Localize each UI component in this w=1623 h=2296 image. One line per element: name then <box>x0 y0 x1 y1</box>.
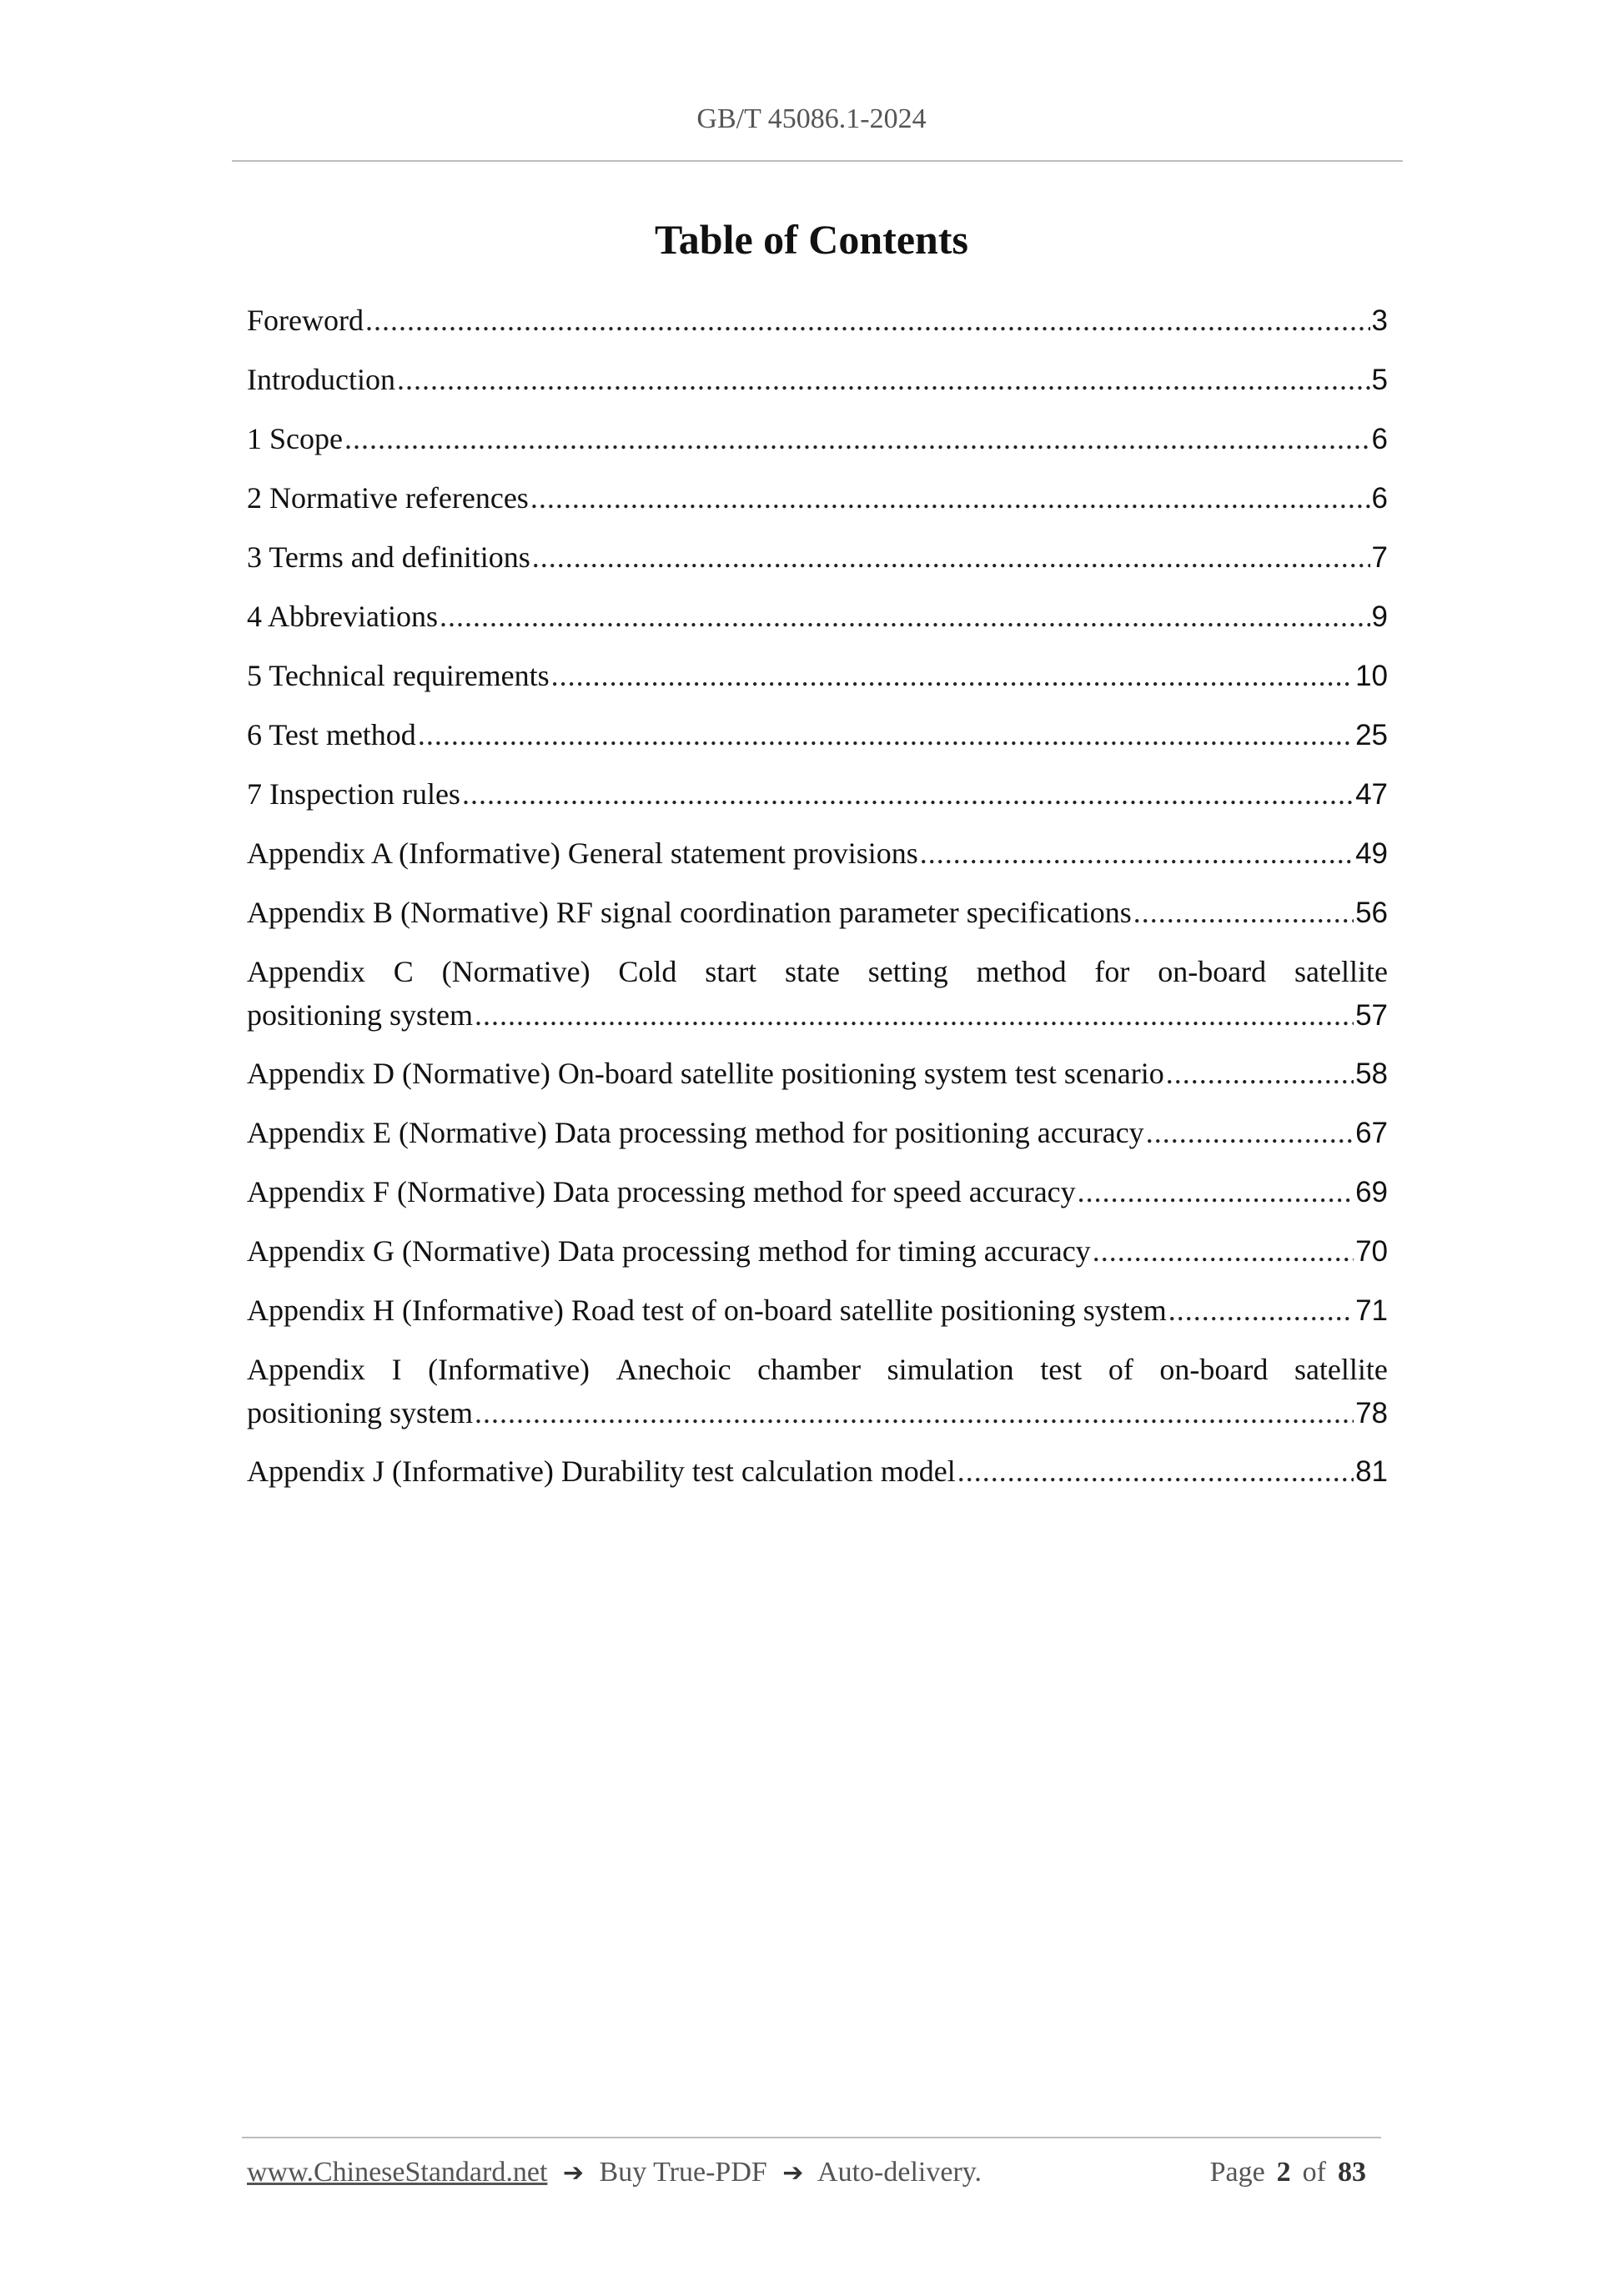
site-link[interactable]: www.ChineseStandard.net <box>247 2157 548 2188</box>
toc-title: Table of Contents <box>655 216 968 263</box>
toc-entry-second-line <box>247 993 1388 1037</box>
toc-entry-page: 49 <box>1355 837 1388 870</box>
toc-entry-word: simulation <box>887 1353 1014 1386</box>
page-footer <box>247 2157 1378 2198</box>
toc-entry-label: 6 Test method <box>247 718 416 751</box>
toc-entry-word: start <box>705 955 757 988</box>
dot-leader <box>475 1391 1354 1434</box>
dot-leader <box>1078 1170 1354 1213</box>
dot-leader <box>532 535 1370 579</box>
page-indicator <box>1210 2157 1378 2188</box>
toc-entry-page: 56 <box>1355 897 1388 929</box>
toc-entry-word: state <box>785 955 840 988</box>
toc-entry-first-line <box>247 950 1388 993</box>
toc-entry[interactable] <box>247 535 1388 595</box>
toc-entry-page: 25 <box>1355 719 1388 751</box>
toc-entry-page: 9 <box>1371 600 1388 633</box>
toc-entry-page: 7 <box>1371 541 1388 574</box>
toc-entry-word: I <box>391 1353 402 1386</box>
page-total: 83 <box>1338 2157 1366 2188</box>
toc-entry[interactable] <box>247 891 1388 950</box>
toc-entry-page: 70 <box>1355 1235 1388 1268</box>
toc-entry[interactable] <box>247 417 1388 476</box>
footer-links <box>247 2157 982 2188</box>
page-current: 2 <box>1276 2157 1291 2188</box>
dot-leader <box>475 993 1354 1037</box>
buy-link[interactable]: Buy True-PDF <box>599 2157 767 2188</box>
toc-entry[interactable] <box>247 772 1388 831</box>
right-arrow-icon: ➔ <box>782 2158 804 2188</box>
toc-entry-label: Introduction <box>247 363 395 396</box>
dot-leader <box>551 654 1354 697</box>
toc-entry-page: 78 <box>1355 1397 1388 1429</box>
right-arrow-icon: ➔ <box>562 2158 585 2188</box>
toc-entry-word: C <box>393 955 414 988</box>
toc-entry-word: Anechoic <box>616 1353 731 1386</box>
toc-entry-label: positioning system <box>247 1396 474 1429</box>
dot-leader <box>1166 1052 1354 1095</box>
of-label: of <box>1302 2157 1326 2188</box>
toc-entry-word: on-board <box>1158 955 1267 988</box>
header-divider <box>232 160 1403 162</box>
toc-entry-label: 1 Scope <box>247 422 343 455</box>
toc-entry-label: 5 Technical requirements <box>247 659 550 692</box>
toc-entry[interactable] <box>247 713 1388 772</box>
dot-leader <box>1146 1111 1354 1154</box>
toc-entry-label: Appendix E (Normative) Data processing method for positioning accuracy <box>247 1116 1144 1149</box>
toc-entry-word: Cold <box>618 955 677 988</box>
toc-entry[interactable] <box>247 358 1388 417</box>
toc-entry-label: Appendix B (Normative) RF signal coordination parameter specifications <box>247 896 1132 929</box>
toc-entry-page: 81 <box>1355 1455 1388 1488</box>
toc-entry-word: chamber <box>757 1353 862 1386</box>
dot-leader <box>1133 891 1354 934</box>
delivery-text: Auto-delivery. <box>817 2157 982 2188</box>
toc-entry-label: 7 Inspection rules <box>247 777 460 811</box>
dot-leader <box>920 831 1354 875</box>
toc-entry-label: Foreword <box>247 304 364 337</box>
toc-entry-word: (Normative) <box>441 955 590 988</box>
page-label: Page <box>1209 2157 1265 2188</box>
toc-entry[interactable] <box>247 1449 1388 1509</box>
dot-leader <box>1168 1289 1354 1332</box>
toc-entry[interactable] <box>247 299 1388 358</box>
toc-entry-word: (Informative) <box>428 1353 590 1386</box>
toc-entry-page: 58 <box>1355 1058 1388 1090</box>
dot-leader <box>397 358 1370 401</box>
toc-entry-word: on-board <box>1159 1353 1269 1386</box>
toc-entry-label: Appendix J (Informative) Durability test calculation model <box>247 1454 956 1488</box>
dot-leader <box>530 476 1370 520</box>
toc-entry-page: 10 <box>1355 660 1388 692</box>
toc-entry-first-line <box>247 1348 1388 1391</box>
toc-entry-page: 5 <box>1371 364 1388 396</box>
toc-entry-label: Appendix A (Informative) General statement provisions <box>247 837 918 870</box>
toc-entry[interactable] <box>247 476 1388 535</box>
toc-entry[interactable] <box>247 950 1388 1052</box>
dot-leader <box>1093 1229 1354 1273</box>
toc-entry-label: Appendix H (Informative) Road test of on-board satellite positioning system <box>247 1294 1167 1327</box>
toc-entry-word: Appendix <box>247 955 365 988</box>
toc-list <box>247 299 1388 1509</box>
toc-entry-word: of <box>1108 1353 1133 1386</box>
toc-entry-label: Appendix D (Normative) On-board satellite positioning system test scenario <box>247 1057 1164 1090</box>
toc-entry-page: 67 <box>1355 1117 1388 1149</box>
toc-entry-page: 69 <box>1355 1176 1388 1208</box>
toc-entry-label: positioning system <box>247 998 474 1032</box>
toc-entry-label: 3 Terms and definitions <box>247 540 530 574</box>
toc-entry-word: satellite <box>1294 1353 1388 1386</box>
dot-leader <box>440 595 1370 638</box>
toc-entry-label: Appendix F (Normative) Data processing method for speed accuracy <box>247 1175 1076 1208</box>
toc-entry-word: test <box>1040 1353 1083 1386</box>
toc-entry[interactable] <box>247 831 1388 891</box>
dot-leader <box>418 713 1354 756</box>
dot-leader <box>365 299 1370 342</box>
footer-divider <box>242 2137 1381 2138</box>
dot-leader <box>462 772 1354 816</box>
toc-entry-word: for <box>1094 955 1130 988</box>
toc-entry-label: 2 Normative references <box>247 481 529 515</box>
toc-entry-page: 6 <box>1371 423 1388 455</box>
toc-entry-word: Appendix <box>247 1353 365 1386</box>
toc-entry-page: 71 <box>1355 1294 1388 1327</box>
toc-entry[interactable] <box>247 1348 1388 1449</box>
toc-entry[interactable] <box>247 1052 1388 1111</box>
toc-entry-word: method <box>976 955 1067 988</box>
toc-entry[interactable] <box>247 1111 1388 1170</box>
toc-entry-word: satellite <box>1294 955 1388 988</box>
toc-entry-page: 57 <box>1355 999 1388 1032</box>
toc-entry-page: 47 <box>1355 778 1388 811</box>
toc-entry[interactable] <box>247 595 1388 654</box>
toc-entry[interactable] <box>247 1229 1388 1289</box>
toc-entry[interactable] <box>247 1289 1388 1348</box>
toc-entry-label: Appendix G (Normative) Data processing method for timing accuracy <box>247 1234 1091 1268</box>
toc-entry[interactable] <box>247 654 1388 713</box>
toc-entry[interactable] <box>247 1170 1388 1229</box>
toc-entry-page: 3 <box>1371 304 1388 337</box>
toc-entry-second-line <box>247 1391 1388 1434</box>
toc-entry-label: 4 Abbreviations <box>247 600 438 633</box>
document-id-header: GB/T 45086.1-2024 <box>696 103 927 134</box>
toc-entry-word: setting <box>867 955 948 988</box>
dot-leader <box>957 1449 1354 1493</box>
dot-leader <box>344 417 1370 460</box>
toc-entry-page: 6 <box>1371 482 1388 515</box>
